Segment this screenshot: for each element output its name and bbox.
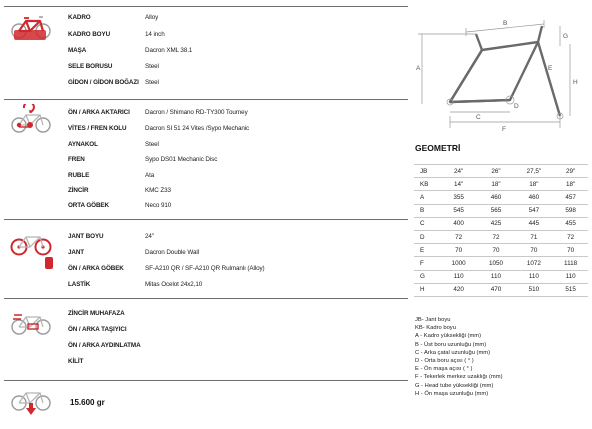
- row-key: G: [414, 270, 440, 283]
- spec-label: JANT: [68, 249, 85, 256]
- table-cell: 70: [515, 244, 554, 257]
- table-cell: 457: [553, 191, 588, 204]
- dim-label-h: H: [573, 79, 578, 86]
- weight-value: 15.600 gr: [70, 398, 105, 407]
- row-key: D: [414, 230, 440, 243]
- spec-label: LASTİK: [68, 281, 91, 288]
- table-cell: 1050: [477, 257, 514, 270]
- table-cell: 425: [477, 217, 514, 230]
- row-key: A: [414, 191, 440, 204]
- table-cell: 18": [553, 178, 588, 191]
- spec-value: KMC Z33: [145, 187, 171, 194]
- legend-item: D - Orta boru açısı ( ° ): [415, 358, 474, 365]
- legend-item: C - Arka çatal uzunluğu (mm): [415, 349, 491, 356]
- spec-label: ZİNCİR MUHAFAZA: [68, 310, 125, 317]
- spec-label: ZİNCİR: [68, 187, 89, 194]
- spec-value: Alloy: [145, 14, 159, 21]
- legend-item: KB- Kadro boyu: [415, 325, 456, 332]
- frame-outline: [450, 42, 538, 102]
- table-row: [414, 230, 588, 243]
- legend-item: B - Üst boru uzunluğu (mm): [415, 341, 487, 348]
- table-cell: 400: [440, 217, 477, 230]
- table-cell: 18": [477, 178, 514, 191]
- spec-label: AYNAKOL: [68, 141, 98, 148]
- geometry-legend: [415, 316, 503, 398]
- spec-label: RUBLE: [68, 172, 90, 179]
- frame-parts-icon: [12, 28, 48, 42]
- legend-item: F - Tekerlek merkez uzaklığı (mm): [415, 374, 503, 381]
- spec-label: FREN: [68, 156, 85, 163]
- table-cell: 72: [553, 230, 588, 243]
- spec-label: ÖN / ARKA TAŞIYICI: [68, 326, 127, 333]
- table-cell: 545: [440, 204, 477, 217]
- separator: [4, 380, 408, 381]
- spec-value: Mitas Ocelot 24x2,10: [145, 281, 203, 288]
- tire-icon: [44, 256, 54, 270]
- table-cell: 72: [477, 230, 514, 243]
- table-cell: 110: [553, 270, 588, 283]
- geometry-title: GEOMETRİ: [415, 143, 461, 153]
- table-cell: 1072: [515, 257, 554, 270]
- legend-item: A - Kadro yüksekliği (mm): [415, 333, 482, 340]
- table-cell: 70: [440, 244, 477, 257]
- row-key: H: [414, 283, 440, 296]
- dim-label-c: C: [476, 114, 481, 121]
- separator: [4, 99, 408, 100]
- table-cell: 515: [553, 283, 588, 296]
- spec-value: Dacron / Shimano RD-TY300 Tourney: [145, 109, 248, 116]
- accessory-icon: [10, 310, 52, 338]
- table-cell: 565: [477, 204, 514, 217]
- separator: [4, 6, 408, 7]
- spec-value: SF-A210 QR / SF-A210 QR Rulmanlı (Alloy): [145, 265, 265, 272]
- legend-item: H - Ön maşa uzunluğu (mm): [415, 390, 489, 397]
- spec-value: Dacron XML 38.1: [145, 47, 193, 54]
- spec-value: Steel: [145, 141, 159, 148]
- table-cell: 460: [477, 191, 514, 204]
- spec-value: 14 inch: [145, 31, 165, 38]
- table-row: [414, 270, 588, 283]
- table-row: [414, 217, 588, 230]
- spec-value: Steel: [145, 63, 159, 70]
- spec-value: Ata: [145, 172, 155, 179]
- table-cell: 18": [515, 178, 554, 191]
- table-cell: 510: [515, 283, 554, 296]
- table-row: [414, 178, 588, 191]
- spec-label: VİTES / FREN KOLU: [68, 125, 127, 132]
- table-cell: 70: [477, 244, 514, 257]
- table-row: [414, 244, 588, 257]
- spec-label: ORTA GÖBEK: [68, 202, 109, 209]
- spec-value: Neco 910: [145, 202, 172, 209]
- dim-label-f: F: [502, 126, 506, 133]
- table-cell: 420: [440, 283, 477, 296]
- table-cell: 460: [515, 191, 554, 204]
- weight-icon: [10, 390, 52, 418]
- spec-label: KADRO: [68, 14, 91, 21]
- frame-geometry-diagram: [410, 4, 588, 136]
- spec-label: MAŞA: [68, 47, 87, 54]
- table-cell: 1000: [440, 257, 477, 270]
- row-key: JB: [414, 165, 440, 178]
- table-row: [414, 257, 588, 270]
- spec-value: Dacron SI 51 24 Vites /Sypo Mechanic: [145, 125, 250, 132]
- table-cell: 355: [440, 191, 477, 204]
- table-cell: 110: [515, 270, 554, 283]
- table-cell: 26": [477, 165, 514, 178]
- row-key: E: [414, 244, 440, 257]
- spec-label: JANT BOYU: [68, 233, 104, 240]
- row-key: KB: [414, 178, 440, 191]
- table-row: [414, 283, 588, 296]
- table-row: [414, 204, 588, 217]
- spec-label: ÖN / ARKA AKTARICI: [68, 109, 130, 116]
- dim-label-e: E: [548, 65, 553, 72]
- table-cell: 1118: [553, 257, 588, 270]
- table-cell: 110: [440, 270, 477, 283]
- spec-label: KADRO BOYU: [68, 31, 111, 38]
- table-cell: 455: [553, 217, 588, 230]
- spec-value: 24": [145, 233, 154, 240]
- table-cell: 71: [515, 230, 554, 243]
- table-cell: 14": [440, 178, 477, 191]
- spec-label: ÖN / ARKA GÖBEK: [68, 265, 124, 272]
- geometry-table: [414, 164, 588, 297]
- table-cell: 470: [477, 283, 514, 296]
- spec-label: KİLİT: [68, 358, 84, 365]
- dim-label-b: B: [503, 20, 508, 27]
- spec-value: Sypo DS01 Mechanic Disc: [145, 156, 218, 163]
- spec-label: SELE BORUSU: [68, 63, 113, 70]
- table-cell: 27,5": [515, 165, 554, 178]
- row-key: C: [414, 217, 440, 230]
- spec-label: ÖN / ARKA AYDINLATMA: [68, 342, 141, 349]
- table-cell: 547: [515, 204, 554, 217]
- spec-label: GİDON / GİDON BOĞAZI: [68, 79, 139, 86]
- table-cell: 72: [440, 230, 477, 243]
- table-cell: 29": [553, 165, 588, 178]
- table-cell: 110: [477, 270, 514, 283]
- table-cell: 445: [515, 217, 554, 230]
- legend-item: E - Ön maşa açısı ( ° ): [415, 366, 473, 373]
- spec-value: Steel: [145, 79, 159, 86]
- legend-item: G - Head tube yüksekliği (mm): [415, 382, 494, 389]
- separator: [4, 298, 408, 299]
- row-key: B: [414, 204, 440, 217]
- table-row: [414, 191, 588, 204]
- dim-label-a: A: [416, 65, 421, 72]
- drivetrain-icon: [10, 104, 52, 136]
- dim-label-g: G: [563, 33, 569, 40]
- table-cell: 70: [553, 244, 588, 257]
- separator: [4, 219, 408, 220]
- table-cell: 24": [440, 165, 477, 178]
- table-cell: 598: [553, 204, 588, 217]
- legend-item: JB- Jant boyu: [415, 317, 451, 323]
- dim-label-d: D: [514, 103, 519, 110]
- row-key: F: [414, 257, 440, 270]
- table-row: [414, 165, 588, 178]
- spec-value: Dacron Double Wall: [145, 249, 199, 256]
